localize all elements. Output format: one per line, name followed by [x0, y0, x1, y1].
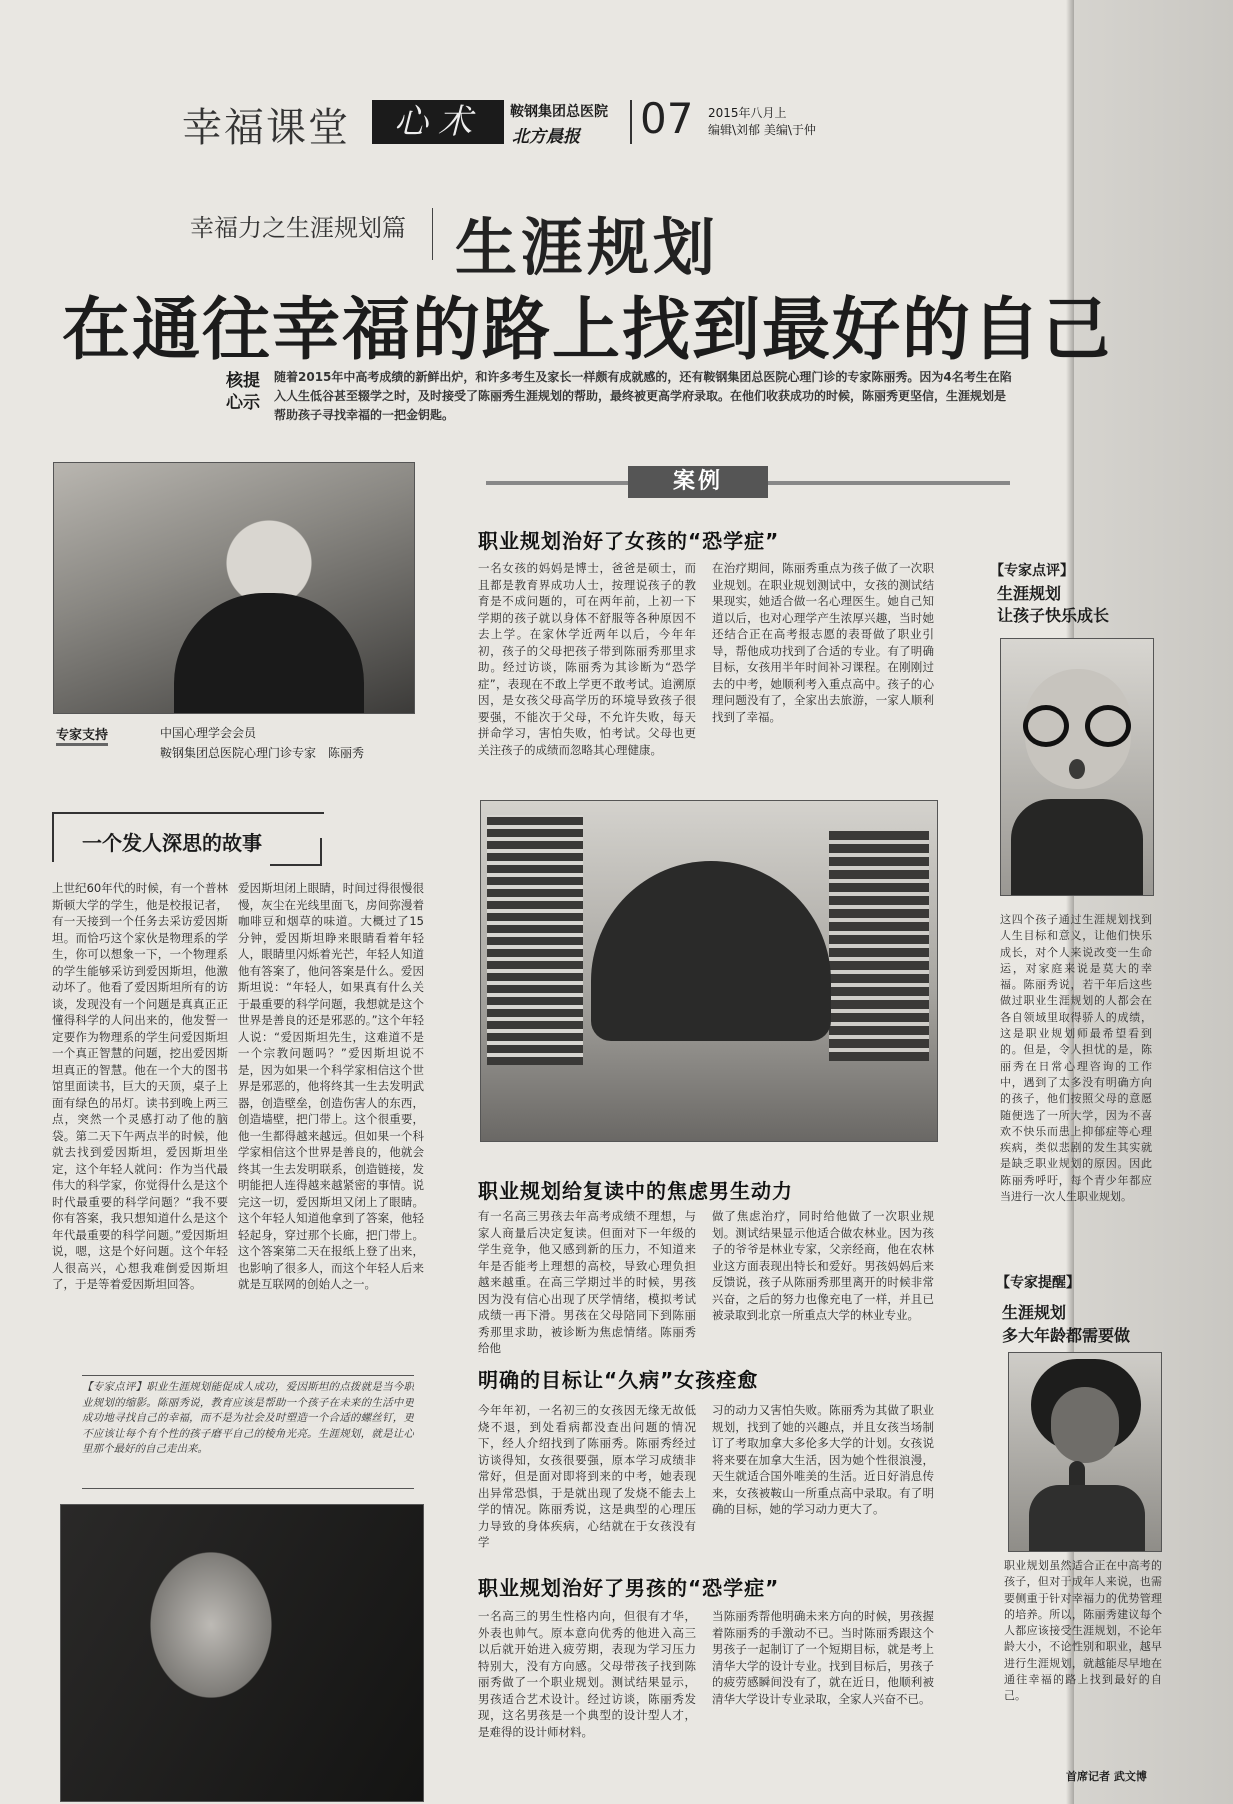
story-comment: 【专家点评】职业生涯规划能促成人成功，爱因斯坦的点拨就是当今职业规划的缩影。陈丽秀说，教育应该是帮助一个孩子在未来的生活中更成功地寻找自己的幸福，而不是为社会及时塑造一个合适的螺丝钉，更不应该让每个有个性的孩子磨平自己的棱角光亮。生涯规划，就是让心里那个最好的自己走出来。 [82, 1381, 414, 1455]
case-1-column-2: 在治疗期间，陈丽秀重点为孩子做了一次职业规划。在职业规划测试中，女孩的测试结果现实，她适合做一名心理医生。她自己知道以后，也对心理学产生浓厚兴趣，当时她还结合正在高考报志愿的表哥做了职业引导，帮他成功找到了合适的专业。有了明确目标，女孩用半年时间补习课程。在刚刚过去的中考，她顺利考入重点高中。孩子的心理问题没有了，全家出去旅游，一家人顺利找到了幸福。 [712, 561, 934, 724]
case-3-title: 明确的目标让“久病”女孩痊愈 [478, 1368, 759, 1392]
remind-title-1: 生涯规划 [1002, 1303, 1067, 1322]
masthead-divider [630, 100, 632, 144]
glasses-right [1085, 705, 1131, 747]
einstein-photo [60, 1504, 424, 1802]
boy-mouth [1069, 759, 1085, 779]
story-title-bracket-end [270, 838, 322, 866]
review-title-1: 生涯规划 [997, 584, 1062, 603]
expert-affiliation: 鞍钢集团总医院心理门诊专家 陈丽秀 [160, 746, 365, 760]
book-stack-right [829, 831, 929, 1061]
lead-label: 核提心示 [226, 371, 260, 413]
lead-text: 随着2015年中高考成绩的新鲜出炉，和许多考生及家长一样颇有成就感的，还有鞍钢集团总医院心理门诊的专家陈丽秀。因为4名考生在陷入人生低谷甚至辍学之时，及时接受了陈丽秀生涯规划的帮助，最终被更高学府录取。在他们收获成功的时候，陈丽秀更坚信，生涯规划是帮助孩子寻找幸福的一把金钥匙。 [274, 370, 1012, 422]
expert-tag: 专家支持 [56, 724, 108, 746]
review-text: 这四个孩子通过生涯规划找到人生目标和意义，让他们快乐成长，对个人来说改变一生命运，对家庭来说是莫大的幸福。陈丽秀说，若干年后这些做过职业生涯规划的人都会在各自领域里取得骄人的成绩，这是职业规划师最希望看到的。但是，令人担忧的是，陈丽秀在日常心理咨询的工作中，遇到了太多没有明确方向的孩子，他们按照父母的意愿随便选了一所大学，因为不喜欢不快乐而患上抑郁症等心理疾病，类似悲剧的发生其实就是缺乏职业规划的原因。因此陈丽秀呼吁，每个青少年都应当进行一次人生职业规划。 [1000, 913, 1152, 1204]
boy-with-glasses-photo [1000, 638, 1154, 896]
boy-body [1011, 799, 1143, 895]
hospital-name: 鞍钢集团总医院 [510, 104, 608, 120]
expert-silhouette [174, 593, 364, 713]
remind-text: 职业规划虽然适合正在中高考的孩子，但对于成年人来说，也需要侧重于针对幸福力的优势管理的培养。所以，陈丽秀建议每个人都应该接受生涯规划，不论年龄大小，不论性别和职业，越早进行生涯规划，就越能尽早地在通往幸福的路上找到最好的自己。 [1004, 1559, 1162, 1703]
review-title-2: 让孩子快乐成长 [997, 606, 1110, 625]
case-2-column-1: 有一名高三男孩去年高考成绩不理想，与家人商量后决定复读。但面对下一年级的学生竞争，他又感到新的压力，不知道来年是否能考上理想的高校，导致心理负担越来越重。在高三学期过半的时候，男孩因为没有信心出现了厌学情绪，模拟考试成绩一再下滑。男孩在父母陪同下到陈丽秀那里求助，被诊断为焦虑情绪。陈丽秀给他 [478, 1209, 696, 1355]
review-tag: 【专家点评】 [990, 563, 1074, 579]
remind-title-2: 多大年龄都需要做 [1002, 1326, 1131, 1345]
headline-kicker: 幸福力之生涯规划篇 [190, 214, 406, 242]
newspaper-name: 北方晨报 [512, 127, 580, 147]
case-3-column-1: 今年年初，一名初三的女孩因无缘无故低烧不退，到处看病都没查出问题的情况下，经人介绍找到了陈丽秀。陈丽秀经过访谈得知，女孩很要强，原本学习成绩非常好，但是面对即将到来的中考，她表现出异常恐惧，于是就出现了发烧不能去上学的情况。陈丽秀说，这是典型的心理压力导致的身体疾病，心结就在于女孩没有学 [478, 1403, 696, 1549]
story-title: 一个发人深思的故事 [82, 831, 262, 855]
headline-title: 生涯规划 [455, 211, 720, 284]
case-2-column-2: 做了焦虑治疗，同时给他做了一次职业规划。测试结果显示他适合做农林业。因为孩子的爷爷是林业专家，父亲经商，他在农林业这方面表现出特长和爱好。男孩妈妈后来反馈说，孩子从陈丽秀那里离开的时候非常兴奋，之后的努力也像充电了一样，并且已被录取到北京一所重点大学的林业专业。 [712, 1209, 934, 1322]
issue-date: 2015年八月上 [708, 106, 787, 120]
headline-subtitle: 在通往幸福的路上找到最好的自己 [62, 291, 1113, 370]
case-1-column-1: 一名女孩的妈妈是博士，爸爸是硕士，而且都是教育界成功人士，按理说孩子的教育是不成问题的，可在两年前，上初一下学期的孩子就以身体不舒服等各种原因不去上学。在家休学近两年以后，今年年初，孩子的父母把孩子带到陈丽秀那里求助。经过访谈，陈丽秀为其诊断为“恐学症”，表现在不敢上学更不敢考试。追溯原因，是女孩父母高学历的环境导致孩子很要强，不能次于父母，不允许失败，每天拼命学习，害怕失败，怕考试。父母也更关注孩子的成绩而忽略其心理健康。 [478, 561, 696, 757]
case-4-title: 职业规划治好了男孩的“恐学症” [478, 1576, 780, 1600]
editor-credits: 编辑\刘郁 美编\于仲 [708, 123, 816, 137]
column-logo: 心术 [372, 100, 504, 144]
tired-student-photo [480, 800, 938, 1142]
case-3-column-2: 习的动力又害怕失败。陈丽秀为其做了职业规划，找到了她的兴趣点，并且女孩当场制订了考取加拿大多伦多大学的计划。女孩说将来要在加拿大生活，因为她个性很浪漫，天生就适合国外唯美的生活。近日好消息传来，女孩被鞍山一所重点高中录取。有了明确的目标，她的学习动力更大了。 [712, 1403, 934, 1516]
glasses-left [1023, 705, 1069, 747]
book-stack-left [487, 815, 583, 1065]
case-4-column-1: 一名高三的男生性格内向，但很有才华，外表也帅气。原本意向优秀的他进入高三以后就开始进入疲劳期，表现为学习压力特别大，没有方向感。父母带孩子找到陈丽秀做了一个职业规划。测试结果显示，男孩适合艺术设计。经过访谈，陈丽秀发现，这名男孩是一个典型的设计型人才，是难得的设计师材料。 [478, 1609, 696, 1739]
byline: 首席记者 武文博 [1066, 1770, 1147, 1783]
expert-photo [53, 462, 415, 714]
girl-singing-photo [1008, 1352, 1162, 1552]
kicker-divider [432, 208, 433, 260]
section-title: 幸福课堂 [182, 105, 350, 151]
girl-body [1029, 1485, 1145, 1551]
story-column-1: 上世纪60年代的时候，有一个普林斯顿大学的学生，他是校报记者，有一天接到一个任务去采访爱因斯坦。而恰巧这个家伙是物理系的学生，你可以想象一下，一个物理系的学生能够采访到爱因斯坦，他激动坏了。他看了爱因斯坦所有的访谈，发现没有一个问题是真真正正懂得科学的人问出来的，他发誓一定要作为物理系的学生问爱因斯坦一个真正智慧的问题，挖出爱因斯坦真正的智慧。他在一个大的图书馆里面读书，巨大的天顶，桌子上面有绿色的吊灯。读书到晚上两三点，突然一个灵感打动了他的脑袋。第二天下午两点半的时候，他就去找到爱因斯坦，爱因斯坦坐定，这个年轻人就问：作为当代最伟大的科学家，你觉得什么是这个时代最重要的科学问题？“我不要你有答案，我只想知道什么是这个年代最重要的科学问题。”爱因斯坦说，嗯，这是个好问题。这个年轻人很高兴，心想我难倒爱因斯坦了，于是等着爱因斯坦回答。 [52, 881, 228, 1291]
remind-tag: 【专家提醒】 [996, 1275, 1080, 1291]
case-2-title: 职业规划给复读中的焦虑男生动力 [478, 1179, 793, 1203]
story-column-2: 爱因斯坦闭上眼睛，时间过得很慢很慢，灰尘在光线里面飞，房间弥漫着咖啡豆和烟草的味道。大概过了15分钟，爱因斯坦睁来眼睛看着年轻人，眼睛里闪烁着光芒，年轻人知道他有答案了，他问答案是什么。爱因斯坦说：“年轻人，如果真有什么关于最重要的科学问题，我想就是这个世界是善良的还是邪恶的。”这个年轻人说：“爱因斯坦先生，这难道不是一个宗教问题吗？”爱因斯坦说不是，因为如果一个科学家相信这个世界是邪恶的，他将终其一生去发明武器，创造壁垒，创造伤害人的东西，创造墙壁，把门带上。这个很重要，他一生都得越来越远。但如果一个科学家相信这个世界是善良的，他就会终其一生去发明联系，创造链接，发明能把人连得越来越紧密的事情。说完这一切，爱因斯坦又闭上了眼睛。这个年轻人知道他拿到了答案，他轻轻起身，穿过那个长廊，把门带上。这个答案第二天在报纸上登了出来，也影响了很多人，而这个年轻人后来就是互联网的创始人之一。 [238, 881, 424, 1291]
student-figure [591, 861, 831, 1041]
case-1-title: 职业规划治好了女孩的“恐学症” [478, 529, 780, 553]
case-4-column-2: 当陈丽秀帮他明确未来方向的时候，男孩握着陈丽秀的手激动不已。当时陈丽秀跟这个男孩子一起制订了一个短期目标，就是考上清华大学的设计专业。找到目标后，男孩子的疲劳感瞬间没有了，就在近日，他顺利被清华大学设计专业录取，全家人兴奋不已。 [712, 1609, 934, 1706]
girl-face [1051, 1387, 1119, 1463]
expert-credential: 中国心理学会会员 [160, 726, 257, 740]
case-banner: 案例 [628, 466, 768, 498]
page-number: 07 [640, 94, 694, 143]
